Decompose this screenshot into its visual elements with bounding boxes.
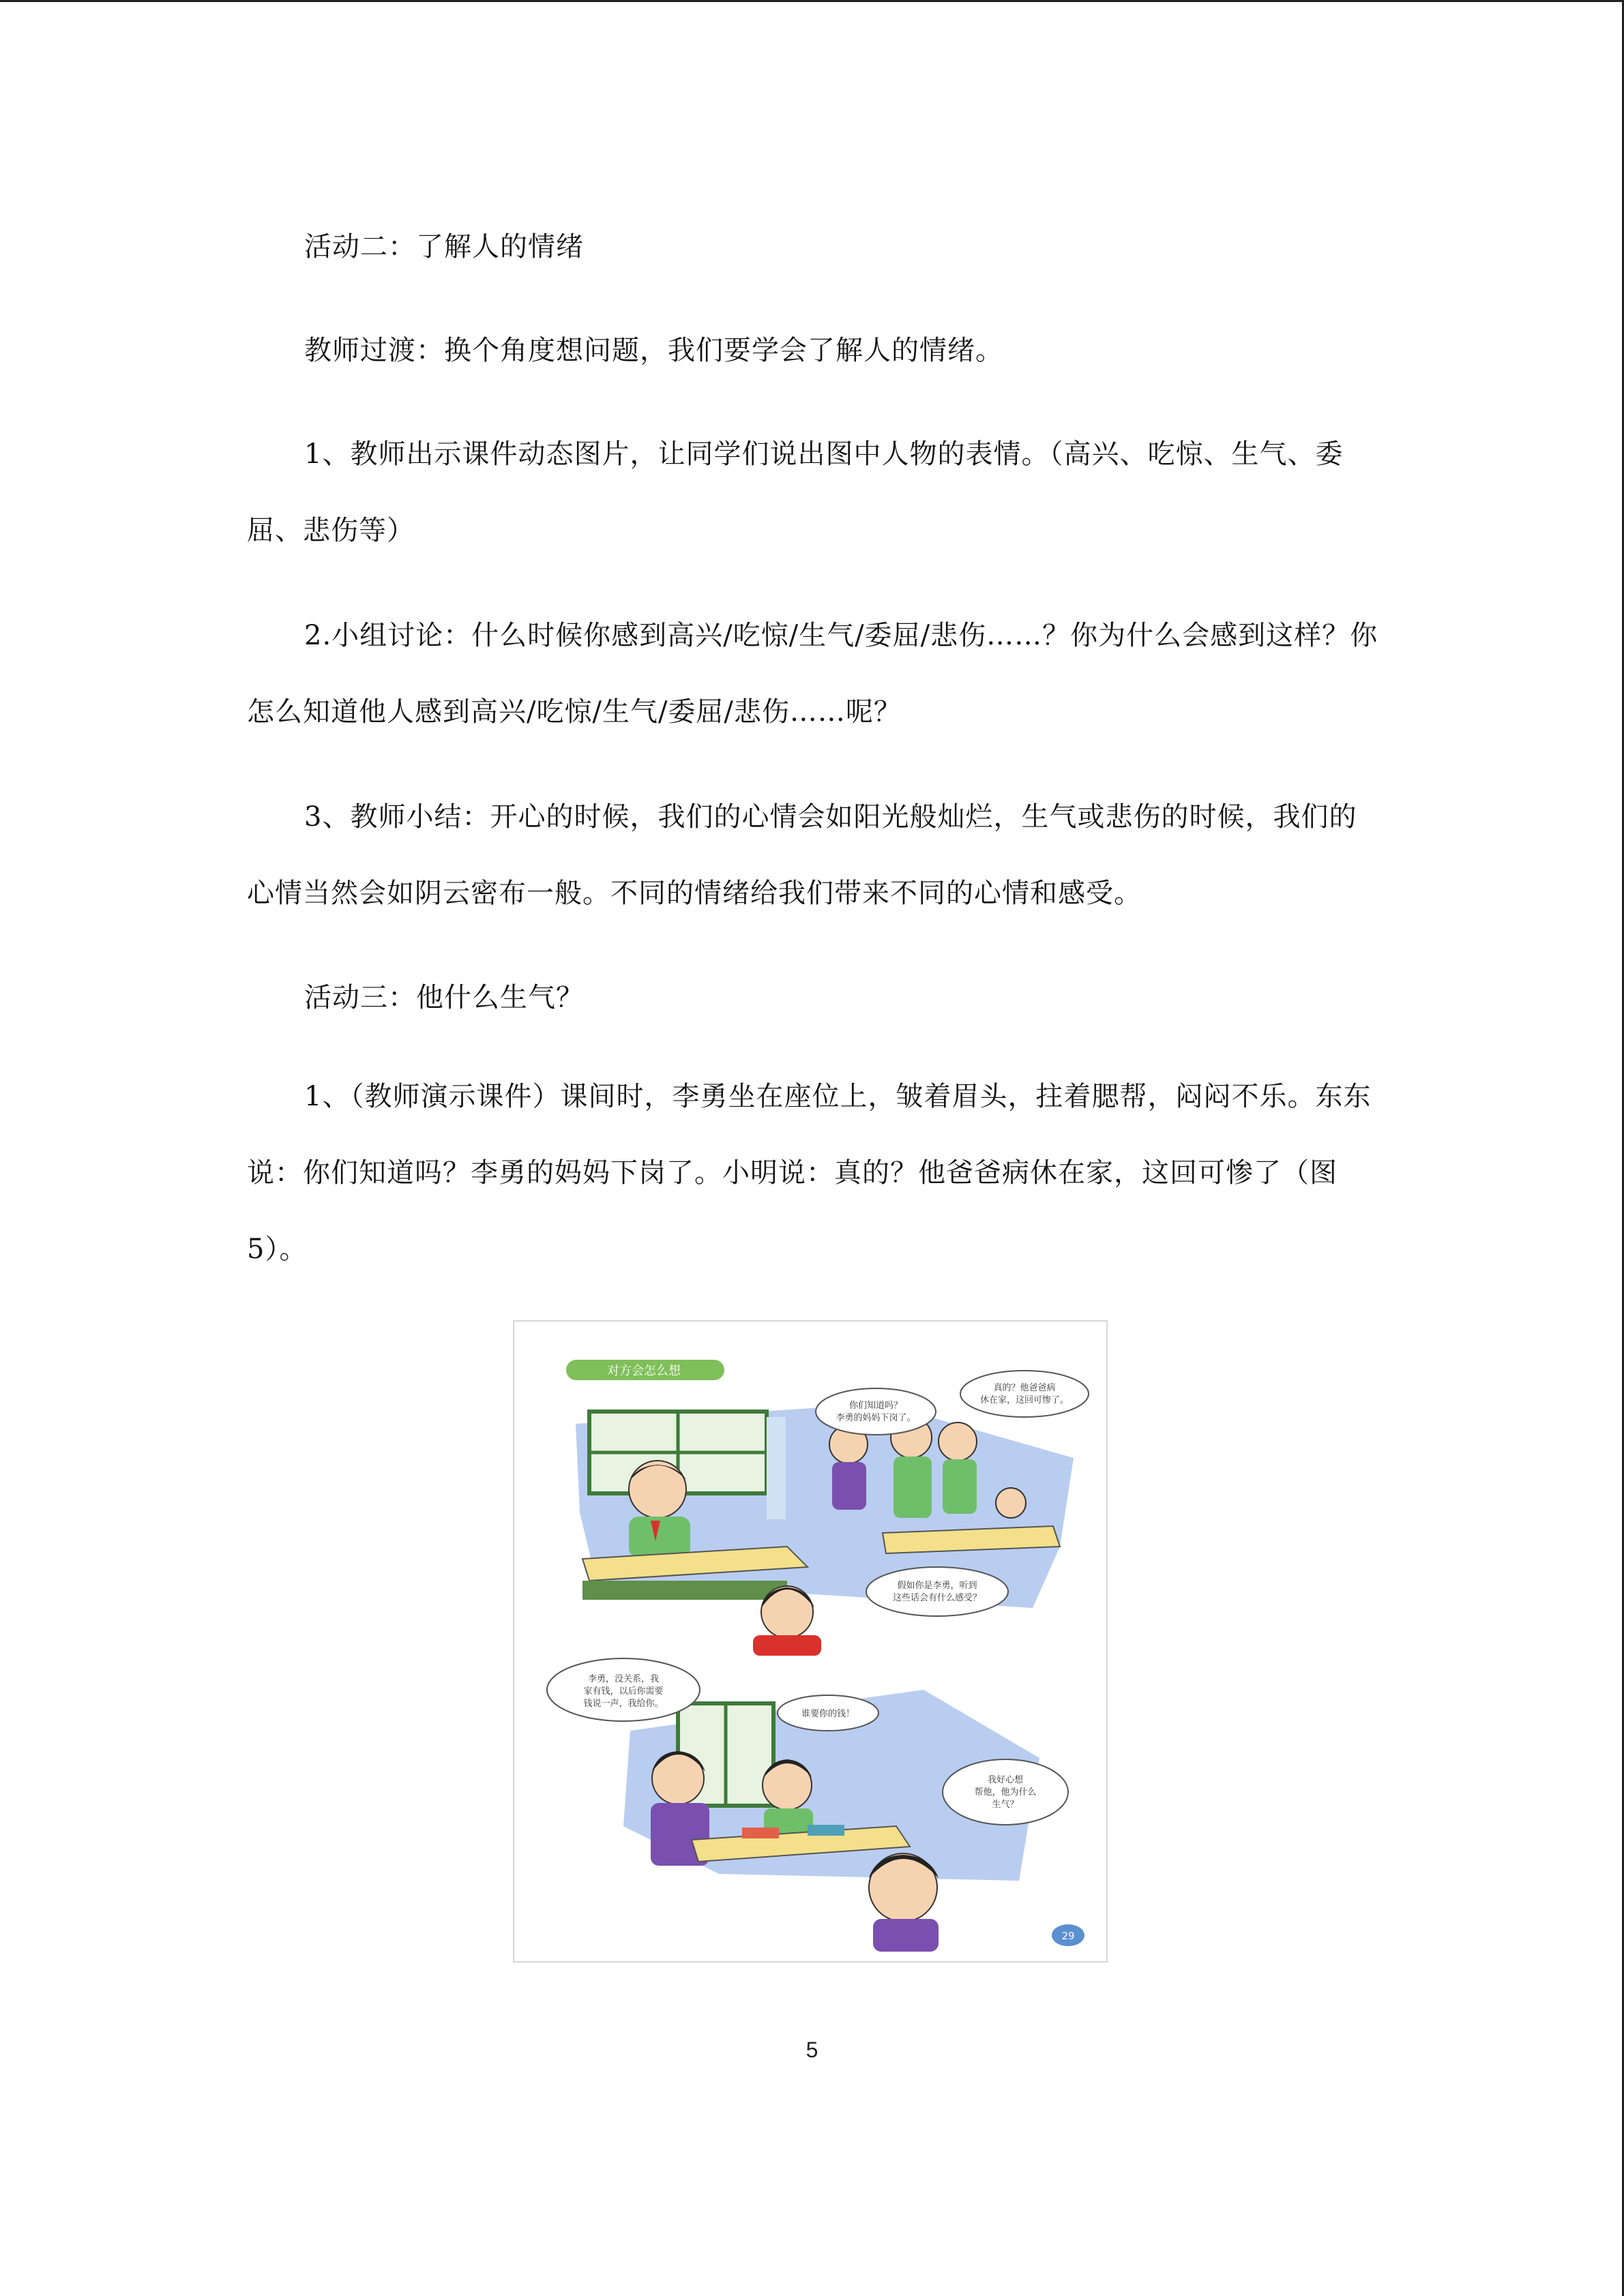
banner-text: 对方会怎么想	[607, 1364, 681, 1378]
bubble-4-line-2: 家有钱，以后你需要	[583, 1686, 664, 1697]
speech-bubble-xiaoming	[960, 1371, 1089, 1417]
comic-drawing	[514, 1322, 1106, 1961]
heading-activity-three: 活动三：他什么生气？	[304, 982, 584, 1013]
teacher-transition: 教师过渡：换个角度想问题，我们要学会了解人的情绪。	[304, 335, 1003, 366]
bubble-6-line-1: 我好心想	[987, 1775, 1024, 1785]
curtain	[767, 1417, 786, 1519]
paragraph-story: 1、（教师演示课件）课间时，李勇坐在座位上，皱着眉头，拄着腮帮，闷闷不乐。东东说：你们知道吗？李勇的妈妈下岗了。小明说：真的？他爸爸病休在家，这回可惨了（图 5）。	[247, 1081, 1372, 1265]
paragraph-teacher-summary: 3、教师小结：开心的时候，我们的心情会如阳光般灿烂，生气或悲伤的时候，我们的心情当然会如阴云密布一般。不同的情绪给我们带来不同的心情和感受。	[247, 801, 1357, 909]
bubble-1-line-1: 你们知道吗？	[848, 1401, 903, 1411]
bubble-4-line-1: 李勇，没关系，我	[587, 1674, 660, 1684]
bubble-1-line-2: 李勇的妈妈下岗了。	[836, 1413, 916, 1423]
heading-activity-two: 活动二：了解人的情绪	[304, 231, 584, 263]
page-number: 5	[806, 2038, 818, 2062]
desk-top-left-front	[582, 1581, 787, 1600]
boy-liyong-face	[629, 1461, 686, 1518]
paragraph-group-discussion: 2.小组讨论：什么时候你感到高兴/吃惊/生气/委屈/悲伤……？你为什么会感到这样？你怎么知道他人感到高兴/吃惊/生气/委屈/悲伤……呢？	[247, 620, 1378, 728]
comic-illustration	[513, 1320, 1108, 1963]
speech-bubble-dongdong	[816, 1388, 936, 1435]
paragraph-step-1: 1、教师出示课件动态图片，让同学们说出图中人物的表情。（高兴、吃惊、生气、委屈、悲伤等）	[247, 438, 1344, 546]
bubble-3-line-2: 这些话会有什么感受？	[892, 1593, 982, 1603]
bubble-6-line-2: 帮他，他为什么	[974, 1787, 1037, 1798]
bubble-5-line-1: 谁要你的钱！	[801, 1709, 855, 1719]
bubble-2-line-2: 休在家，这回可惨了。	[979, 1395, 1069, 1405]
book-page-number: 29	[1061, 1930, 1075, 1942]
bubble-4-line-3: 钱说一声，我给你。	[583, 1699, 664, 1709]
bubble-3-line-1: 假如你是李勇，听到	[897, 1581, 977, 1591]
bubble-2-line-1: 真的？他爸爸病	[993, 1383, 1056, 1393]
speech-bubble-girl	[866, 1567, 1008, 1616]
girl-face	[761, 1586, 813, 1638]
bubble-6-line-3: 生气？	[992, 1800, 1019, 1810]
